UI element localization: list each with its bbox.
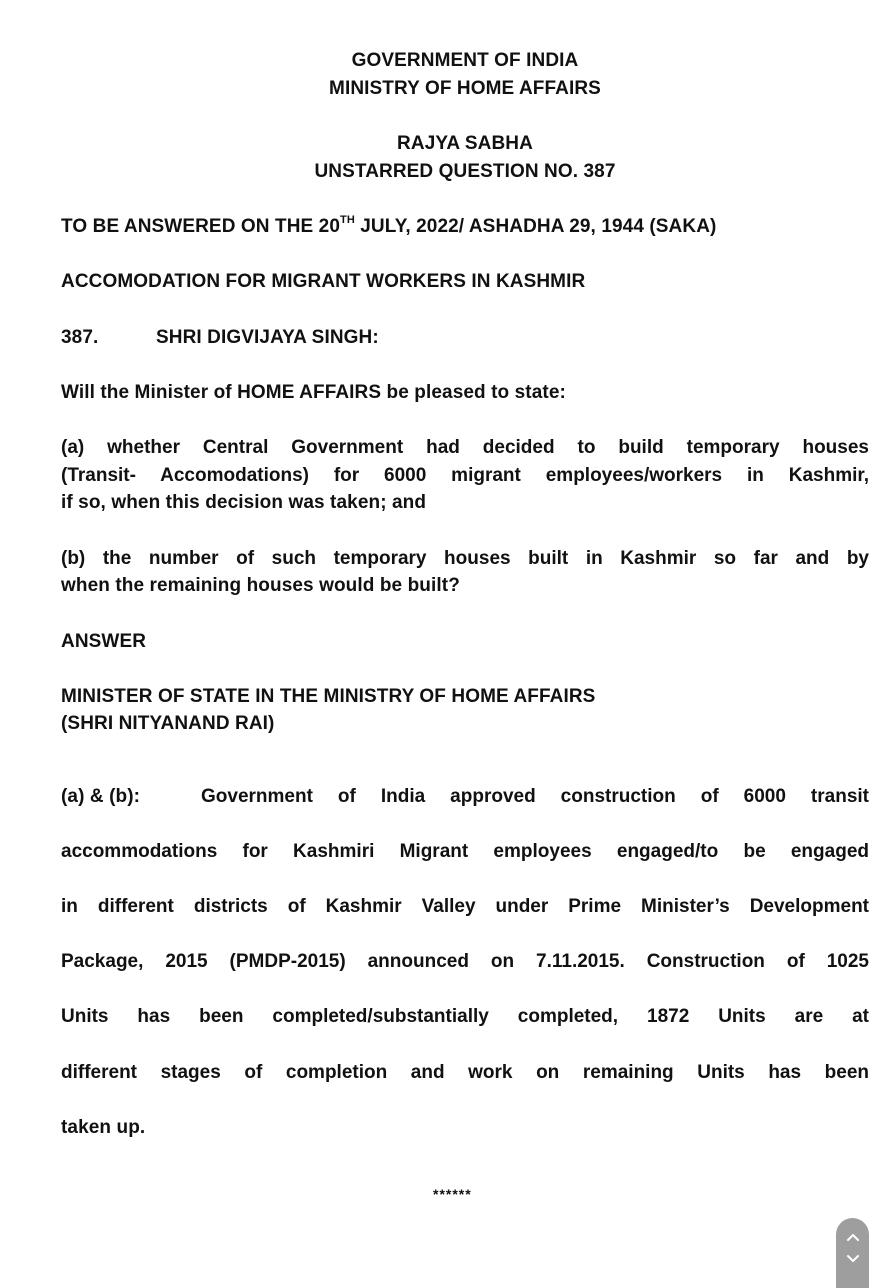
header-government: GOVERNMENT OF INDIA xyxy=(351,50,579,71)
question-part-b-line-2: when the remaining houses would be built? xyxy=(61,575,460,596)
page-scroll-nav[interactable] xyxy=(836,1218,869,1288)
answer-date-suffix: JULY, 2022/ ASHADHA 29, 1944 (SAKA) xyxy=(354,216,717,237)
question-part-a-line-2: (Transit- Accomodations) for 6000 migrant employees/workers in Kashmir, xyxy=(61,465,869,486)
question-subject: ACCOMODATION FOR MIGRANT WORKERS IN KASHMIR xyxy=(61,271,586,292)
header-ministry: MINISTRY OF HOME AFFAIRS xyxy=(329,78,601,99)
answer-line-3: in different districts of Kashmir Valley under Prime Minister’s Development xyxy=(61,896,869,917)
question-part-b-line-1: (b) the number of such temporary houses built in Kashmir so far and by xyxy=(61,548,869,569)
question-number: 387. xyxy=(61,327,99,348)
answer-date-prefix: TO BE ANSWERED ON THE 20 xyxy=(61,216,340,237)
answer-date-superscript: TH xyxy=(340,214,355,226)
question-intro: Will the Minister of HOME AFFAIRS be pleased to state: xyxy=(61,382,566,403)
chevron-down-icon[interactable] xyxy=(846,1254,860,1264)
question-part-a-line-3: if so, when this decision was taken; and xyxy=(61,492,427,513)
header-house: RAJYA SABHA xyxy=(397,133,533,154)
question-part-a-line-1: (a) whether Central Government had decided to build temporary houses xyxy=(61,437,869,458)
answer-line-4: Package, 2015 (PMDP-2015) announced on 7.11.2015. Construction of 1025 xyxy=(61,951,869,972)
answer-line-2: accommodations for Kashmiri Migrant employees engaged/to be engaged xyxy=(61,841,869,862)
question-member: SHRI DIGVIJAYA SINGH: xyxy=(156,327,379,348)
answer-label: (a) & (b): xyxy=(61,786,141,807)
minister-title: MINISTER OF STATE IN THE MINISTRY OF HOME AFFAIRS xyxy=(61,686,596,707)
answer-line-5: Units has been completed/substantially completed, 1872 Units are at xyxy=(61,1006,869,1027)
chevron-up-icon[interactable] xyxy=(846,1232,860,1242)
answer-heading: ANSWER xyxy=(61,631,147,652)
minister-name: (SHRI NITYANAND RAI) xyxy=(61,713,275,734)
answer-line-6: different stages of completion and work on remaining Units has been xyxy=(61,1062,869,1083)
end-of-document-stars: ****** xyxy=(433,1186,472,1202)
answer-line-7: taken up. xyxy=(61,1117,146,1138)
answer-line-1: Government of India approved construction of 6000 transit xyxy=(201,786,869,807)
answer-date xyxy=(61,216,716,238)
header-question-number: UNSTARRED QUESTION NO. 387 xyxy=(314,161,616,182)
